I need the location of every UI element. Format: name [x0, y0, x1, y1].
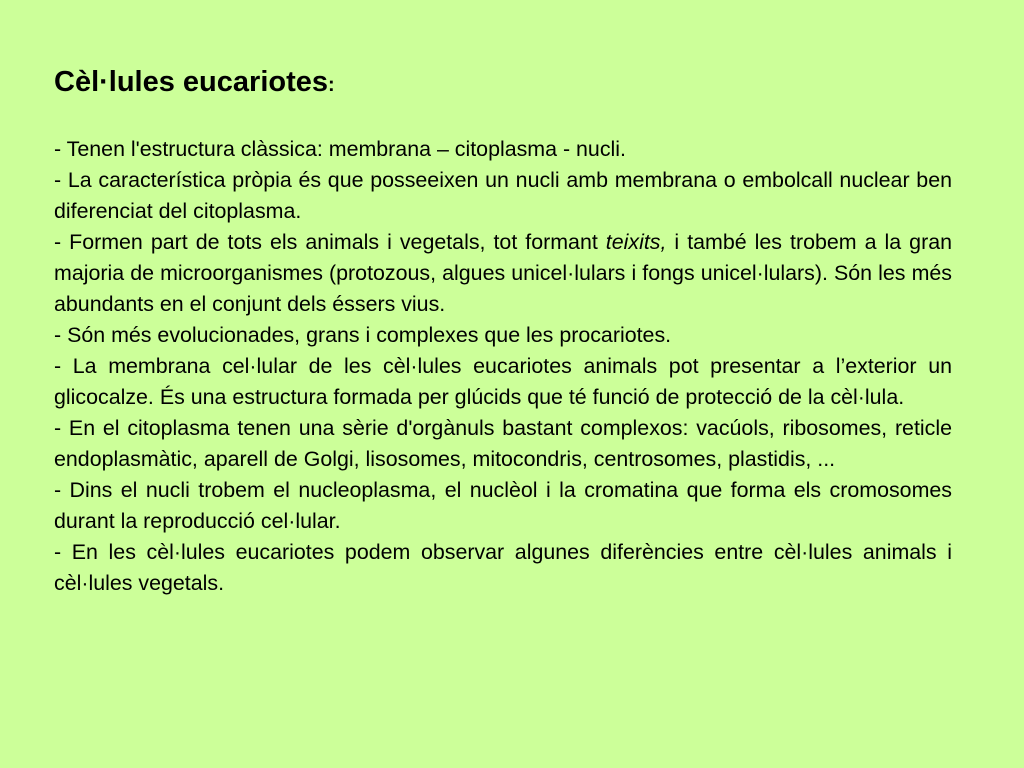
bullet-6-text: - En el citoplasma tenen una sèrie d'orgànuls bastant complexos: vacúols, ribosomes, reticle endoplasmàtic, aparell de Golgi, lisosomes, mitocondris, centrosomes, plastidis, ...: [54, 416, 952, 471]
slide-title-text: Cèl·lules eucariotes: [54, 66, 328, 98]
slide-body: [54, 134, 952, 599]
bullet-1-text: - Tenen l'estructura clàssica: membrana – citoplasma - nucli.: [54, 137, 626, 161]
bullet-3-text-start: - Formen part de tots els animals i vegetals, tot formant: [54, 230, 606, 254]
bullet-4: [54, 320, 952, 351]
bullet-3: [54, 227, 952, 320]
bullet-3-text-end: i també les trobem a la gran majoria de microorganismes (protozous, algues unicel·lulars i fongs unicel·lulars). Són les més abundants en el conjunt dels éssers vius.: [54, 230, 952, 316]
bullet-2-text: - La característica pròpia és que posseeixen un nucli amb membrana o embolcall nuclear ben diferenciat del citoplasma.: [54, 168, 952, 223]
bullet-4-text: - Són més evolucionades, grans i complexes que les procariotes.: [54, 323, 672, 347]
bullet-2: [54, 165, 952, 227]
bullet-7: [54, 475, 952, 537]
bullet-5-text: - La membrana cel·lular de les cèl·lules eucariotes animals pot presentar a l’exterior un glicocalze. És una estructura formada per glúcids que té funció de protecció de la cèl·lula.: [54, 354, 952, 409]
bullet-7-text: - Dins el nucli trobem el nucleoplasma, el nuclèol i la cromatina que forma els cromosomes durant la reproducció cel·lular.: [54, 478, 952, 533]
slide-title-colon: :: [328, 74, 335, 96]
bullet-8: [54, 537, 952, 599]
bullet-1: [54, 134, 952, 165]
slide-title: [54, 62, 335, 105]
bullet-5: [54, 351, 952, 413]
bullet-6: [54, 413, 952, 475]
bullet-3-italic-term: teixits,: [605, 230, 667, 254]
bullet-8-text: - En les cèl·lules eucariotes podem observar algunes diferències entre cèl·lules animals i cèl·lules vegetals.: [54, 540, 952, 595]
